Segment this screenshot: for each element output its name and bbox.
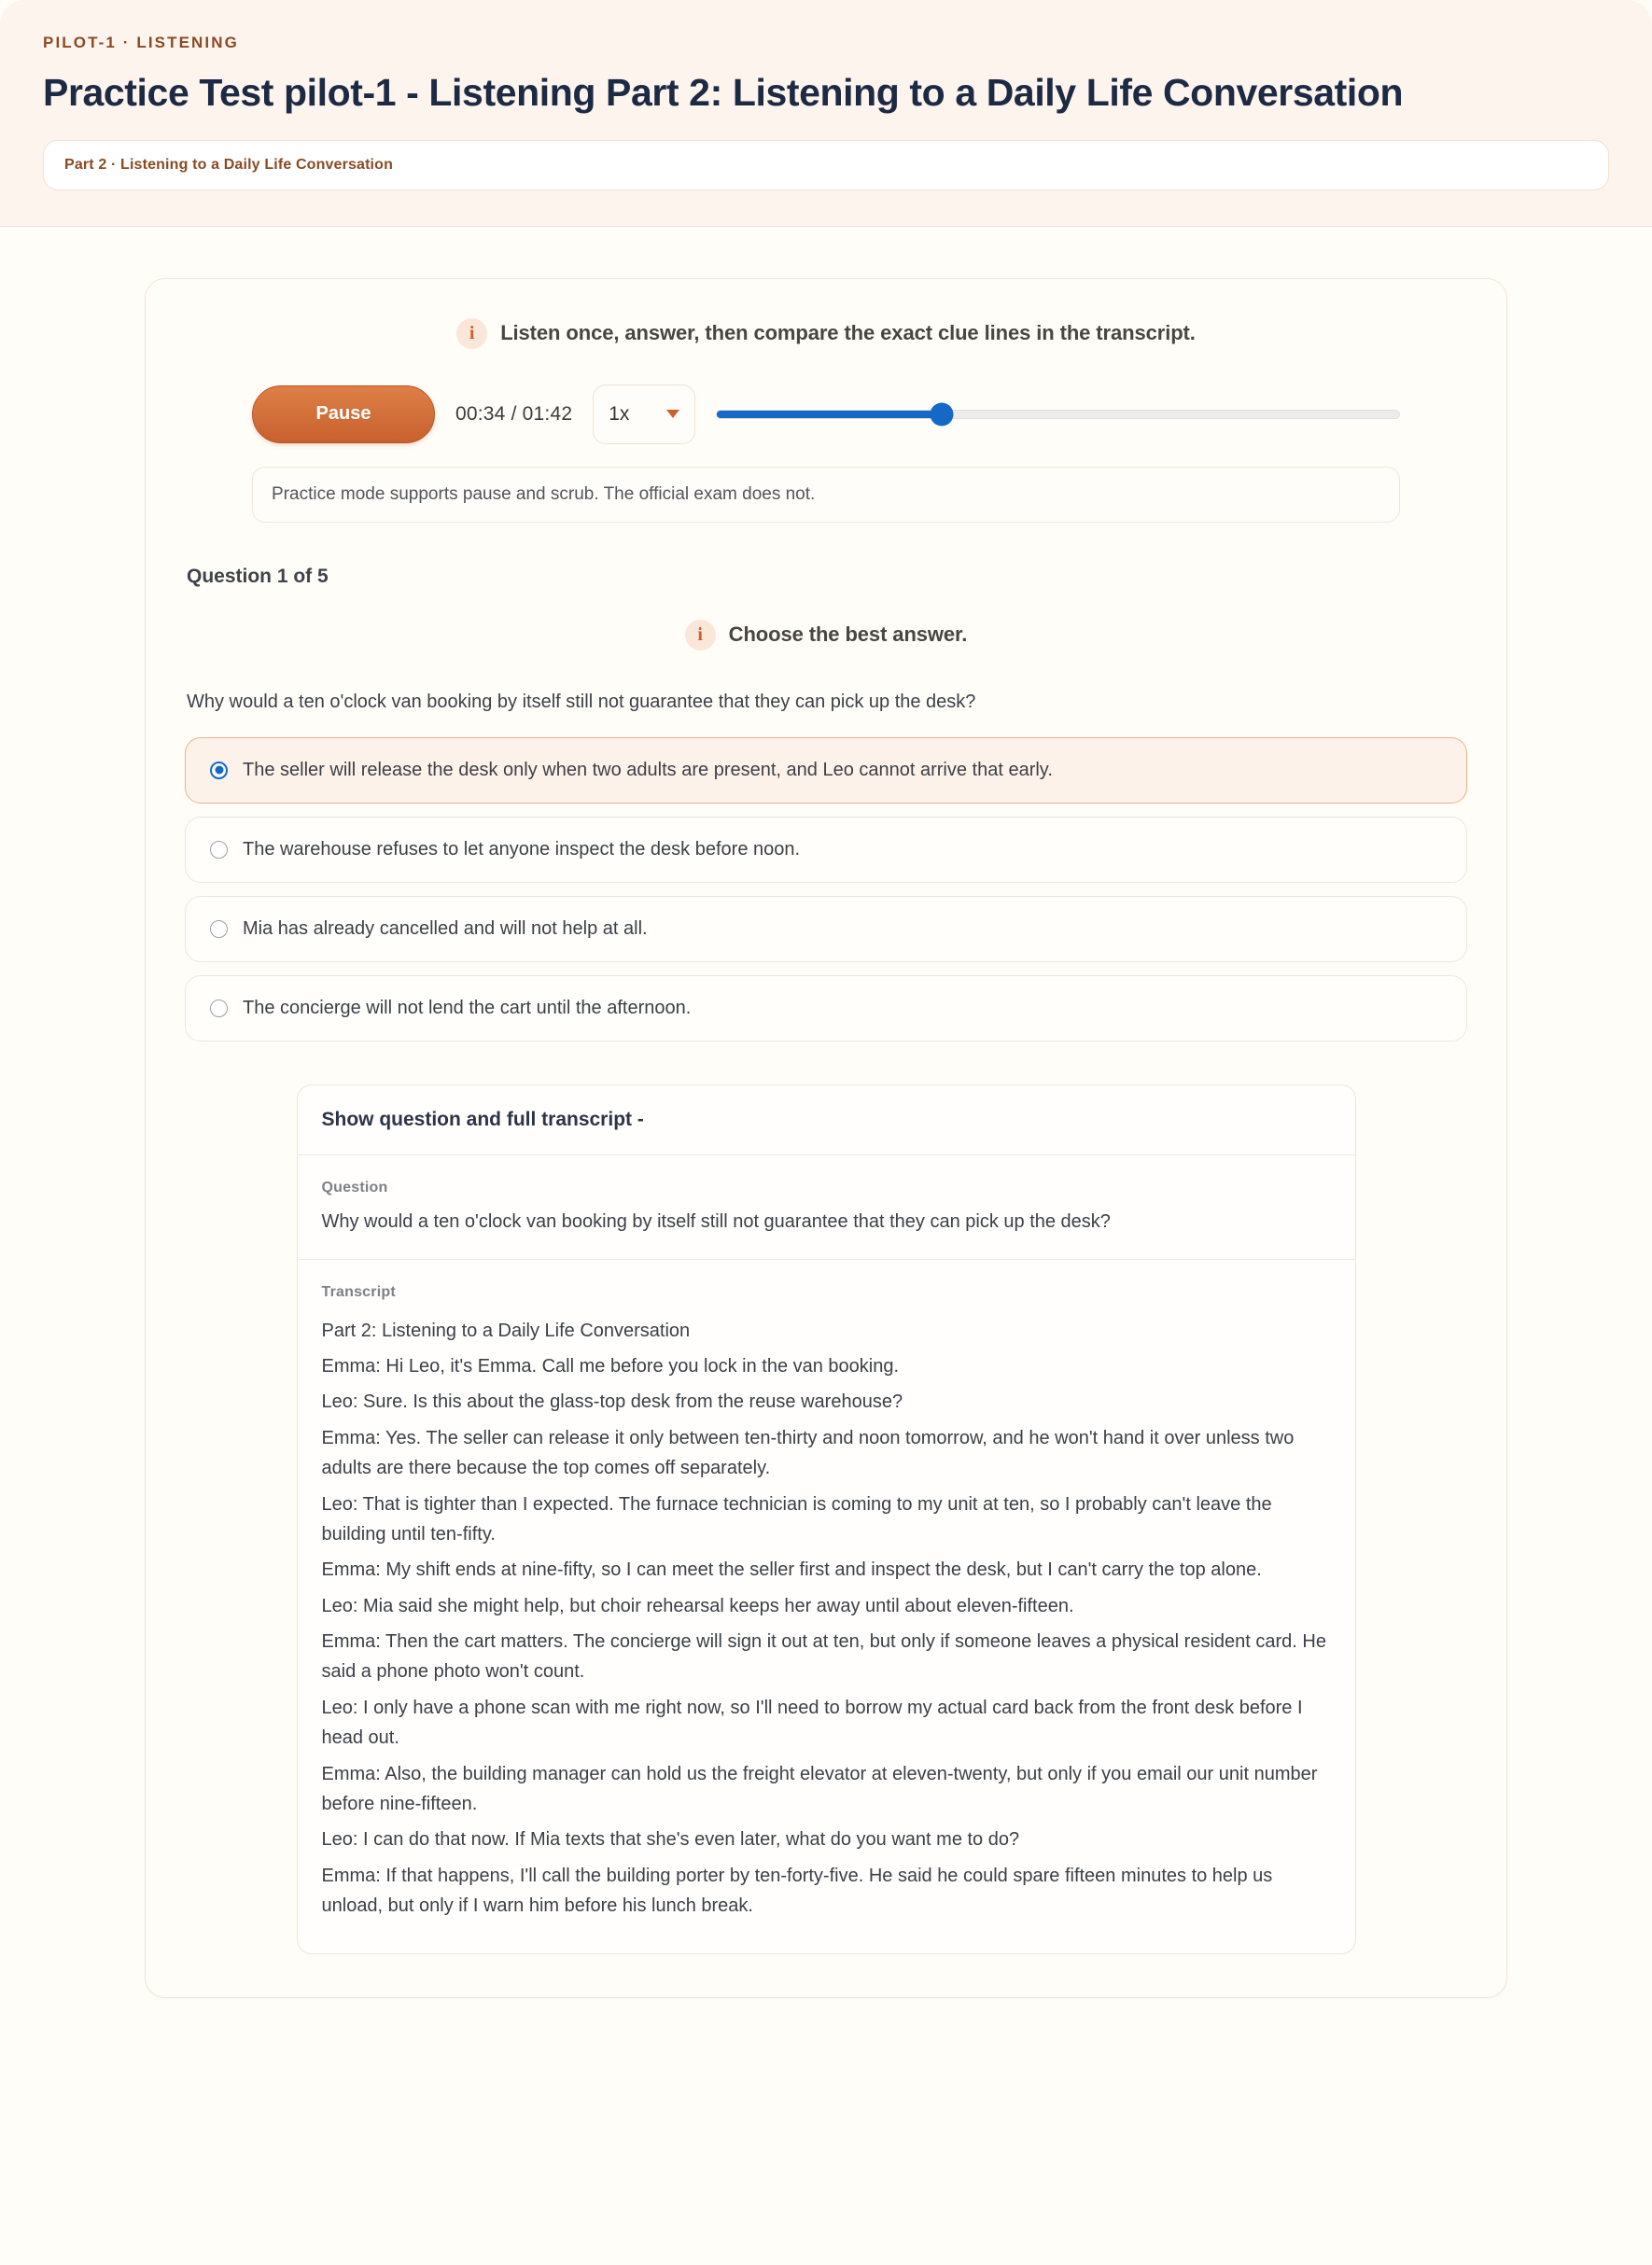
transcript-line: Emma: My shift ends at nine-fifty, so I can meet the seller first and inspect the desk, but I can't carry the top alone. <box>321 1559 1262 1581</box>
answer-option[interactable] <box>185 737 1467 804</box>
seek-bar-wrapper[interactable] <box>716 410 1400 419</box>
transcript-toggle-button[interactable]: Show question and full transcript - <box>298 1085 1355 1155</box>
transcript-line: Leo: I only have a phone scan with me right now, so I'll need to borrow my actual card back from the front desk before I head out. <box>321 1697 1303 1749</box>
transcript-line: Emma: Then the cart matters. The concierge will sign it out at ten, but only if someone leaves a physical resident card. He said a phone photo won't count. <box>321 1631 1326 1683</box>
answer-options <box>177 737 1475 1042</box>
transcript-line: Part 2: Listening to a Daily Life Conversation <box>321 1320 691 1341</box>
question-section-label: Question <box>321 1179 388 1195</box>
answer-option-label: The seller will release the desk only when two adults are present, and Leo cannot arrive that early. <box>243 759 1053 780</box>
question-counter: Question 1 of 5 <box>187 565 329 587</box>
transcript-wrapper <box>177 1084 1475 1954</box>
part-badge-label: Part 2 · Listening to a Daily Life Conversation <box>64 156 394 173</box>
radio-button-icon[interactable] <box>210 762 228 779</box>
question-prompt: Why would a ten o'clock van booking by itself still not guarantee that they can pick up the desk? <box>187 691 976 712</box>
player-hint-text: Listen once, answer, then compare the exact clue lines in the transcript. <box>500 321 1196 345</box>
main-content <box>0 227 1652 2073</box>
transcript-line: Emma: Also, the building manager can hold us the freight elevator at eleven-twenty, but only if you email our unit number before nine-fifteen. <box>321 1763 1318 1815</box>
playback-speed-select[interactable] <box>593 384 695 444</box>
radio-button-icon[interactable] <box>210 841 228 859</box>
seek-bar-thumb[interactable] <box>931 402 954 426</box>
seek-bar-fill <box>717 411 942 418</box>
transcript-line: Leo: That is tighter than I expected. The furnace technician is coming to my unit at ten, so I probably can't leave the building until ten-fifty. <box>321 1493 1272 1545</box>
transcript-body-section <box>298 1259 1355 1953</box>
transcript-lines <box>322 1316 1331 1922</box>
answer-option-label: Mia has already cancelled and will not help at all. <box>243 917 648 939</box>
transcript-line: Leo: I can do that now. If Mia texts that she's even later, what do you want me to do? <box>321 1829 1020 1851</box>
transcript-line: Emma: Yes. The seller can release it only between ten-thirty and noon tomorrow, and he won't hand it over unless two adults are there because the top comes off separately. <box>321 1427 1295 1479</box>
transcript-line: Leo: Sure. Is this about the glass-top desk from the reuse warehouse? <box>321 1391 903 1413</box>
player-hint-row <box>177 318 1475 349</box>
transcript-panel <box>297 1084 1356 1954</box>
answer-option[interactable] <box>185 975 1467 1042</box>
part-badge-bar <box>43 140 1609 190</box>
info-icon: i <box>685 620 716 650</box>
pause-button[interactable]: Pause <box>252 385 435 443</box>
time-display: 00:34 / 01:42 <box>455 402 573 425</box>
transcript-line: Leo: Mia said she might help, but choir rehearsal keeps her away until about eleven-fifteen. <box>321 1595 1074 1616</box>
answer-option[interactable] <box>185 896 1467 962</box>
transcript-line: Emma: Hi Leo, it's Emma. Call me before you lock in the van booking. <box>321 1355 900 1377</box>
answer-option[interactable] <box>185 817 1467 883</box>
transcript-section-label: Transcript <box>321 1283 396 1300</box>
info-icon: i <box>456 318 487 349</box>
page-title: Practice Test pilot-1 - Listening Part 2: Listening to a Daily Life Conversation <box>43 71 1404 114</box>
page-header <box>0 0 1652 227</box>
audio-player-controls <box>177 384 1475 444</box>
seek-bar[interactable] <box>716 410 1400 419</box>
answer-option-label: The concierge will not lend the cart until the afternoon. <box>243 997 692 1018</box>
transcript-line: Emma: If that happens, I'll call the building porter by ten-forty-five. He said he could spare fifteen minutes to help us unload, but only if I warn him before his lunch break. <box>321 1865 1273 1917</box>
answer-option-label: The warehouse refuses to let anyone inspect the desk before noon. <box>243 838 801 860</box>
question-hint-row <box>177 620 1475 650</box>
question-hint-text: Choose the best answer. <box>728 622 968 647</box>
transcript-question-section <box>298 1155 1355 1259</box>
chevron-down-icon <box>666 410 679 418</box>
radio-button-icon[interactable] <box>210 920 228 938</box>
transcript-question-text: Why would a ten o'clock van booking by itself still not guarantee that they can pick up the desk? <box>321 1210 1111 1232</box>
radio-button-icon[interactable] <box>210 1000 228 1017</box>
playback-speed-value: 1x <box>609 402 630 425</box>
exercise-card <box>145 278 1507 1998</box>
breadcrumb-eyebrow: PILOT-1 · LISTENING <box>43 34 239 51</box>
practice-mode-note: Practice mode supports pause and scrub. The official exam does not. <box>252 467 1400 523</box>
